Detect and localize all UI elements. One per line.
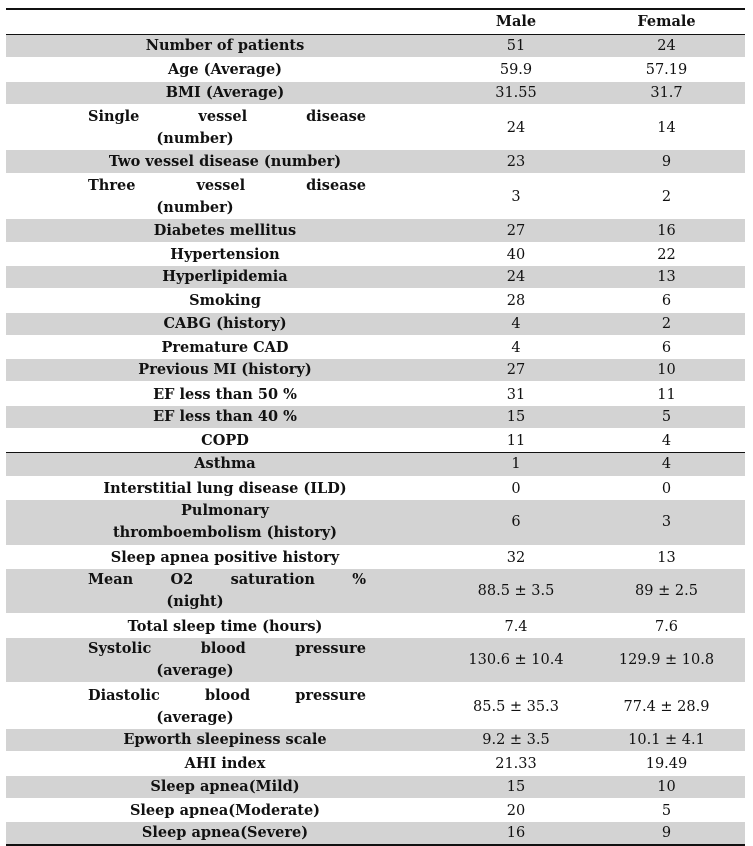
female-value: 77.4 ± 28.9	[623, 698, 710, 715]
table-row	[6, 477, 745, 500]
male-value: 24	[506, 120, 526, 137]
row-label: EF less than 50 %	[153, 385, 297, 403]
female-value: 2	[661, 189, 672, 206]
row-label: Sleep apnea(Severe)	[6, 822, 444, 845]
row-label: Pulmonary thromboembolism (history)	[6, 500, 444, 546]
female-value: 2	[588, 313, 745, 336]
table-row	[6, 569, 745, 615]
female-value: 3	[588, 500, 745, 546]
table-row	[6, 150, 745, 173]
table-row	[6, 58, 745, 81]
female-value: 5	[661, 802, 672, 819]
male-value: 85.5 ± 35.3	[473, 698, 559, 715]
row-label: Sleep apnea(Moderate)	[129, 801, 321, 819]
female-value: 10.1 ± 4.1	[588, 729, 745, 752]
female-value: 4	[661, 433, 672, 450]
row-label: Single vessel disease (number)	[88, 108, 366, 148]
row-label: CABG (history)	[6, 313, 444, 336]
row-label: Asthma	[6, 453, 444, 477]
row-label: Smoking	[189, 292, 261, 310]
row-label: Sleep apnea positive history	[110, 548, 340, 566]
row-label: BMI (Average)	[6, 82, 444, 105]
male-value: 23	[444, 150, 588, 173]
male-value: 59.9	[499, 62, 533, 79]
male-value: 31.55	[444, 82, 588, 105]
male-value: 32	[506, 549, 526, 566]
row-label: Total sleep time (hours)	[127, 617, 323, 635]
female-value: 24	[588, 35, 745, 59]
female-value: 22	[657, 246, 676, 263]
header-male: Male	[444, 9, 588, 35]
male-value: 9.2 ± 3.5	[444, 729, 588, 752]
table-row	[6, 752, 745, 775]
male-value: 88.5 ± 3.5	[444, 569, 588, 615]
male-value: 3	[511, 189, 521, 206]
table-row	[6, 614, 745, 637]
female-value: 31.7	[588, 82, 745, 105]
male-value: 31	[506, 386, 526, 403]
female-value: 16	[588, 219, 745, 242]
female-value: 11	[657, 386, 676, 403]
female-value: 6	[661, 293, 672, 310]
female-value: 13	[588, 266, 745, 289]
male-value: 27	[444, 219, 588, 242]
table-row	[6, 382, 745, 405]
table-row	[6, 546, 745, 569]
row-label: Hyperlipidemia	[6, 266, 444, 289]
female-value: 13	[657, 549, 676, 566]
table-row	[6, 313, 745, 336]
table-row	[6, 243, 745, 266]
header-female: Female	[588, 9, 745, 35]
header-label-column	[6, 9, 444, 35]
male-value: 21.33	[495, 756, 537, 773]
table-row	[6, 219, 745, 242]
female-value: 10	[588, 776, 745, 799]
table-row	[6, 453, 745, 477]
male-value: 0	[511, 480, 521, 497]
female-value: 19.49	[645, 756, 688, 773]
row-label: Systolic blood pressure (average)	[6, 638, 444, 684]
male-value: 24	[444, 266, 588, 289]
row-label: Diabetes mellitus	[6, 219, 444, 242]
female-value: 7.6	[654, 618, 679, 635]
male-value: 15	[444, 406, 588, 429]
male-value: 7.4	[504, 618, 528, 635]
female-value: 6	[661, 340, 672, 356]
row-label: Two vessel disease (number)	[6, 150, 444, 173]
row-label: Diastolic blood pressure (average)	[88, 686, 366, 726]
row-label: Hypertension	[170, 245, 280, 263]
row-label: Three vessel disease (number)	[88, 177, 366, 217]
table-row	[6, 406, 745, 429]
male-value: 51	[444, 35, 588, 59]
female-value: 10	[588, 359, 745, 382]
row-label: COPD	[201, 432, 249, 450]
table-row	[6, 266, 745, 289]
table-row	[6, 729, 745, 752]
row-label: EF less than 40 %	[6, 406, 444, 429]
table-row	[6, 429, 745, 453]
male-value: 20	[506, 802, 526, 819]
female-value: 89 ± 2.5	[588, 569, 745, 615]
table-row	[6, 776, 745, 799]
row-label: Age (Average)	[167, 61, 283, 79]
male-value: 11	[506, 433, 526, 450]
table-row	[6, 500, 745, 546]
male-value: 130.6 ± 10.4	[444, 638, 588, 684]
row-label: Mean O2 saturation % (night)	[6, 569, 444, 615]
male-value: 16	[444, 822, 588, 845]
table-row	[6, 799, 745, 822]
female-value: 9	[588, 822, 745, 845]
male-value: 40	[506, 246, 526, 263]
male-value: 6	[444, 500, 588, 546]
female-value: 9	[588, 150, 745, 173]
row-label: Number of patients	[6, 35, 444, 59]
row-label: Interstitial lung disease (ILD)	[103, 479, 347, 497]
female-value: 129.9 ± 10.8	[588, 638, 745, 684]
male-value: 28	[506, 293, 526, 310]
female-value: 4	[588, 453, 745, 477]
table-row	[6, 174, 745, 220]
male-value: 4	[511, 340, 521, 356]
row-label: Epworth sleepiness scale	[6, 729, 444, 752]
male-value: 15	[444, 776, 588, 799]
table-row	[6, 683, 745, 729]
table-row	[6, 35, 745, 59]
table-row	[6, 289, 745, 312]
table-row	[6, 105, 745, 151]
row-label: Previous MI (history)	[6, 359, 444, 382]
row-label: Sleep apnea(Mild)	[6, 776, 444, 799]
female-value: 5	[588, 406, 745, 429]
female-value: 14	[657, 120, 676, 137]
table-row	[6, 822, 745, 845]
table-row	[6, 336, 745, 359]
male-value: 1	[444, 453, 588, 477]
table-header-row	[6, 9, 745, 35]
female-value: 57.19	[645, 62, 688, 79]
patient-characteristics-table	[6, 8, 745, 846]
male-value: 27	[444, 359, 588, 382]
row-label: Premature CAD	[161, 339, 289, 356]
table-row	[6, 638, 745, 684]
table-row	[6, 359, 745, 382]
table-row	[6, 82, 745, 105]
female-value: 0	[661, 480, 672, 497]
row-label: AHI index	[184, 755, 266, 773]
male-value: 4	[444, 313, 588, 336]
